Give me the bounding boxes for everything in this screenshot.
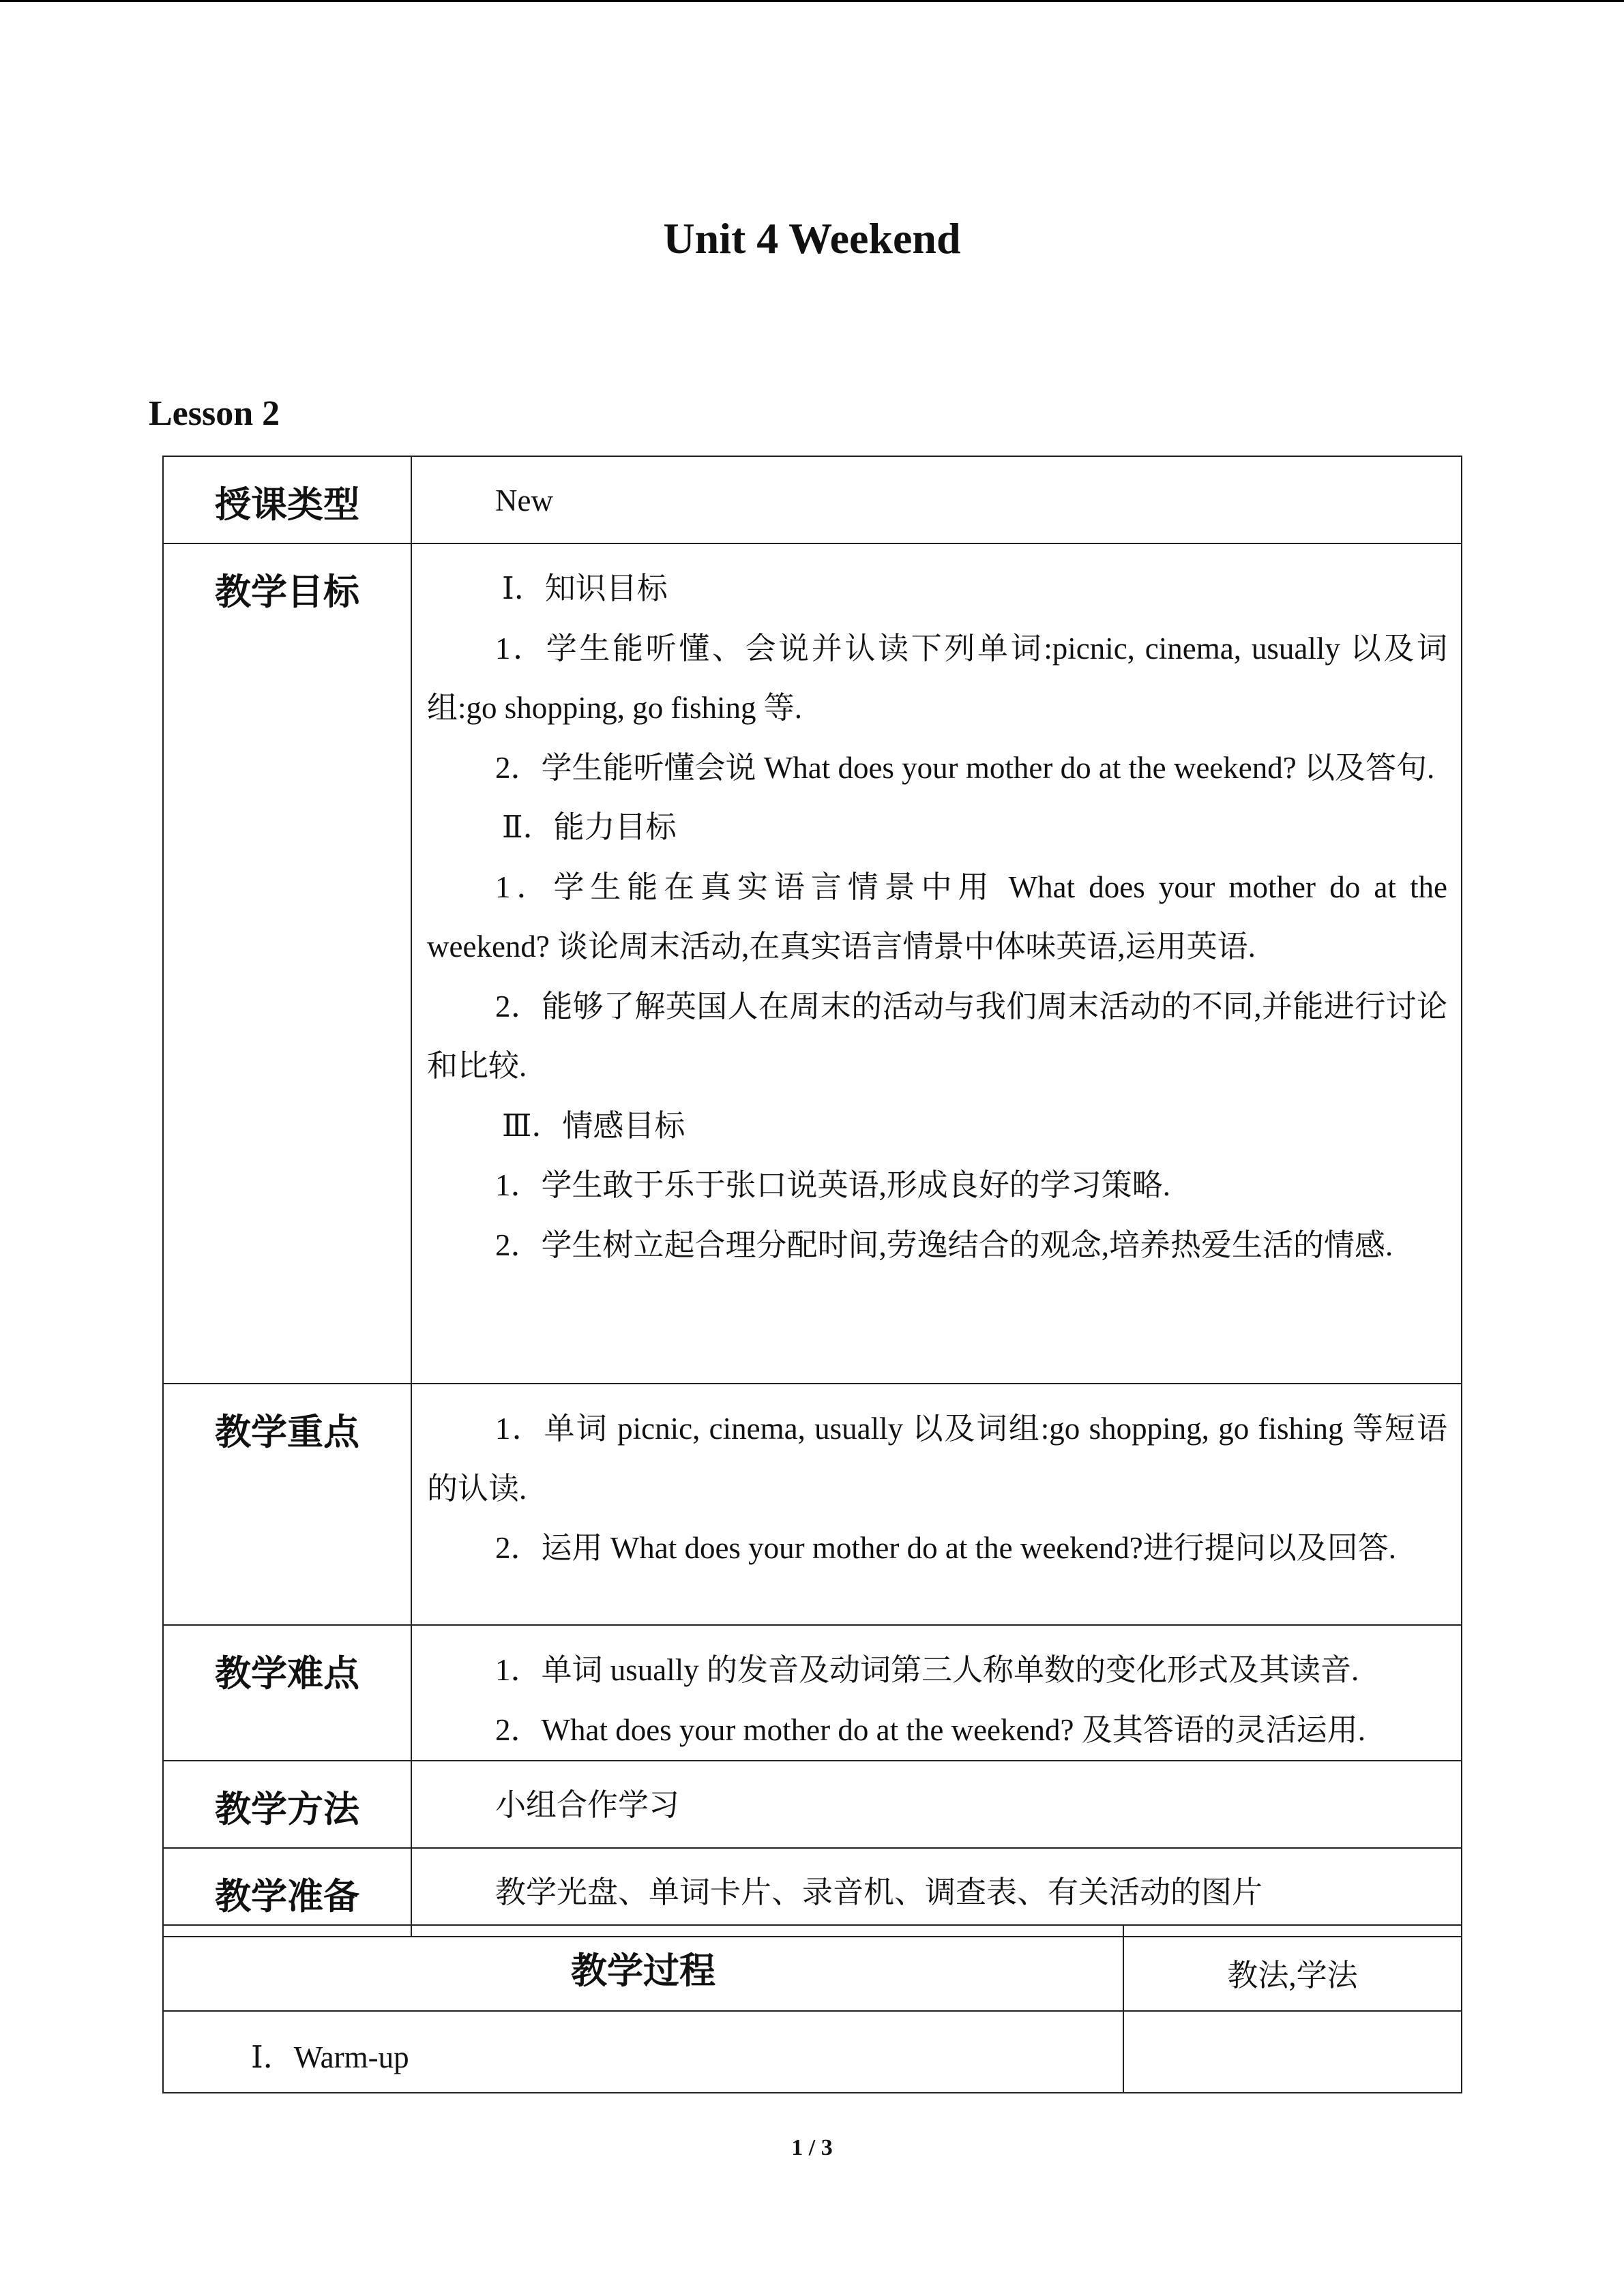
label-preparation: 教学准备 [163,1848,411,1937]
objective-line: 1．学生能听懂、会说并认读下列单词:picnic, cinema, usually 以及词组:go shopping, go fishing 等. [427,631,1447,725]
objective-heading-emotion: Ⅲ．情感目标 [502,1108,685,1143]
process-table [162,1924,1462,2093]
label-key-points: 教学重点 [163,1384,411,1625]
key-point-line: 2．运用 What does your mother do at the weekend?进行提问以及回答. [495,1531,1396,1565]
objective-heading-ability: Ⅱ．能力目标 [502,810,677,844]
objective-line: 1．学生能在真实语言情景中用 What does your mother do at the weekend? 谈论周末活动,在真实语言情景中体味英语,运用英语. [427,869,1447,964]
key-points-content [411,1384,1462,1625]
page-number: 1 / 3 [791,2135,833,2160]
row-preparation [163,1848,1462,1937]
page-title: Unit 4 Weekend [663,214,961,263]
objective-line: 1．学生敢于乐于张口说英语,形成良好的学习策略. [495,1168,1171,1202]
process-step-warmup: Ⅰ．Warm-up [163,2011,1123,2093]
row-method [163,1761,1462,1848]
label-type: 授课类型 [163,456,411,543]
label-objectives: 教学目标 [163,543,411,1384]
lesson-heading: Lesson 2 [149,394,280,433]
value-preparation: 教学光盘、单词卡片、录音机、调查表、有关活动的图片 [411,1848,1462,1937]
row-difficulties [163,1625,1462,1761]
objective-line: 2．学生能听懂会说 What does your mother do at the weekend? 以及答句. [495,750,1435,785]
objective-line: 2．能够了解英国人在周末的活动与我们周末活动的不同,并能进行讨论和比较. [427,989,1447,1083]
difficulties-content [411,1625,1462,1761]
row-key-points [163,1384,1462,1625]
value-method: 小组合作学习 [411,1761,1462,1848]
objective-line: 2．学生树立起合理分配时间,劳逸结合的观念,培养热爱生活的情感. [495,1227,1393,1262]
row-type [163,456,1462,543]
difficulty-line: 2．What does your mother do at the weekend? 及其答语的灵活运用. [495,1712,1365,1747]
difficulty-line: 1．单词 usually 的发音及动词第三人称单数的变化形式及其读音. [495,1653,1359,1687]
key-point-line: 1．单词 picnic, cinema, usually 以及词组:go shopping, go fishing 等短语的认读. [427,1412,1447,1506]
method-header: 教法,学法 [1123,1925,1462,2011]
process-header: 教学过程 [163,1925,1123,2011]
label-method: 教学方法 [163,1761,411,1848]
objective-heading-knowledge: Ⅰ．知识目标 [502,571,668,606]
page-top-border [0,0,1624,2]
objectives-content [411,543,1462,1384]
process-step-method [1123,2011,1462,2093]
label-difficulties: 教学难点 [163,1625,411,1761]
value-type: New [411,456,1462,543]
lesson-plan-table [162,456,1462,1937]
process-step-row [163,2011,1462,2093]
row-objectives [163,543,1462,1384]
process-header-row [163,1925,1462,2011]
